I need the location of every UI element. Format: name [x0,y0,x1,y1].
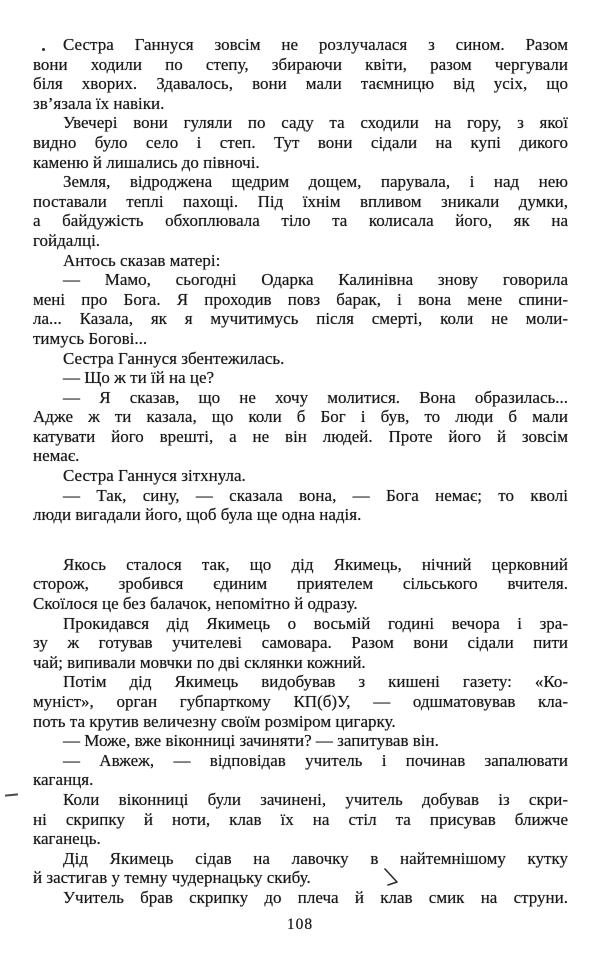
paragraph [33,172,568,250]
text-line: — Авжеж, — відповідав учитель і починав запалювати [63,750,568,770]
text-line: Антось сказав матері: [63,250,221,270]
text-line: зв’язала їх навіки. [33,93,165,113]
text-line: мені про Бога. Я проходив повз барак, і вона мене спини- [33,289,568,309]
text-line: Учитель брав скрипку до плеча й клав смик на струни. [63,887,568,907]
text-line: Сестра Ганнуся зітхнула. [63,466,246,486]
page-number: 108 [286,916,314,933]
text-line: тимусь Богові... [33,328,148,348]
text-line: біля хворих. Здавалось, вони мали таємницю від усіх, що [33,74,568,94]
paragraph [33,388,568,466]
text-line: поставали теплі пахощі. Під їхнім впливом зникали думки, [33,191,568,211]
text-line: — Так, сину, — сказала вона, — Бога немає; то кволі [63,485,568,505]
text-line: каганець. [33,829,101,849]
paragraph [33,368,568,388]
text-line: люди вигадали його, щоб була ще одна надія. [33,505,362,525]
text-line: зу ж готував учителеві самовара. Разом вони сідали пити [33,633,568,653]
text-line: ла... Казала, як я мучитимусь після смерті, коли не моли- [33,309,568,329]
text-line: видно було село і степ. Тут вони сідали на купі дикого [33,132,568,152]
text-line: немає. [33,446,80,466]
paragraph [33,35,568,113]
paragraph [33,466,568,486]
text-line: — Може, вже віконниці зачиняти? — запитував він. [63,731,439,751]
text-line: Увечері вони гуляли по саду та сходили на гору, з якої [63,113,568,133]
text-line: Скоїлося це без балачок, непомітно й одразу. [33,594,358,614]
text-line: Сестра Ганнуся збентежилась. [63,348,285,368]
text-line: Прокидався дід Якимець о восьмій годині вечора і зра- [63,613,568,633]
text-line: муніст», орган губпарткому КП(б)У, — одшматовував кла- [33,692,568,711]
text-line: — Я сказав, що не хочу молитися. Вона образилась... [63,387,568,407]
paragraph [33,555,568,614]
paragraph [33,270,568,348]
text-block [33,35,568,908]
text-line: поть та крутив величезну своїм розміром цигарку. [33,711,396,731]
pen-mark [382,868,406,895]
paragraph [33,113,568,172]
paragraph [33,614,568,673]
paragraph [33,731,568,751]
paragraph [33,251,568,271]
text-line: Потім дід Якимець видобував з кишені газету: «Ко- [63,672,568,692]
text-line: чай; випивали мовчки по дві склянки кожний. [33,652,366,672]
text-line: гойдалці. [33,230,101,250]
text-line: каганця. [33,770,94,790]
paragraph [33,790,568,849]
paragraph [33,672,568,731]
paragraph [33,849,568,888]
paragraph [33,751,568,790]
paragraph [33,486,568,525]
text-line: — Що ж ти їй на це? [63,368,215,388]
text-line: Дід Якимець сідав на лавочку в найтемнішому кутку [63,848,568,868]
text-line: сторож, зробився єдиним приятелем сільського вчителя. [33,574,568,594]
text-line: — Мамо, сьогодні Одарка Калинівна знову говорила [63,270,568,290]
text-line: й застигав у темну чудернацьку скибу. [33,868,311,888]
text-line: Земля, відроджена щедрим дощем, парувала, і над нею [63,172,568,192]
paragraph [33,349,568,369]
text-line: каменю й лишались до півночі. [33,152,260,172]
scan-speck [42,48,45,51]
paragraph [33,888,568,908]
text-line: Адже ж ти казала, що коли б Бог і був, то люди б мали [33,407,568,427]
text-line: Сестра Ганнуся зовсім не розлучалася з сином. Разом [63,35,568,54]
text-line: Якось сталося так, що дід Якимець, нічний церковний [63,554,568,574]
text-line: а байдужість обхоплювала тіло та колисала його, як на [33,211,568,231]
text-line: ні скрипку й ноти, клав їх на стіл та присував ближче [33,809,568,829]
text-line: катувати його врешті, а не він людей. Проте його й зовсім [33,426,568,446]
text-line: вони ходили по степу, збираючи квіти, разом чергували [33,54,568,74]
text-line: Коли віконниці були зачинені, учитель добував із скри- [63,789,568,809]
